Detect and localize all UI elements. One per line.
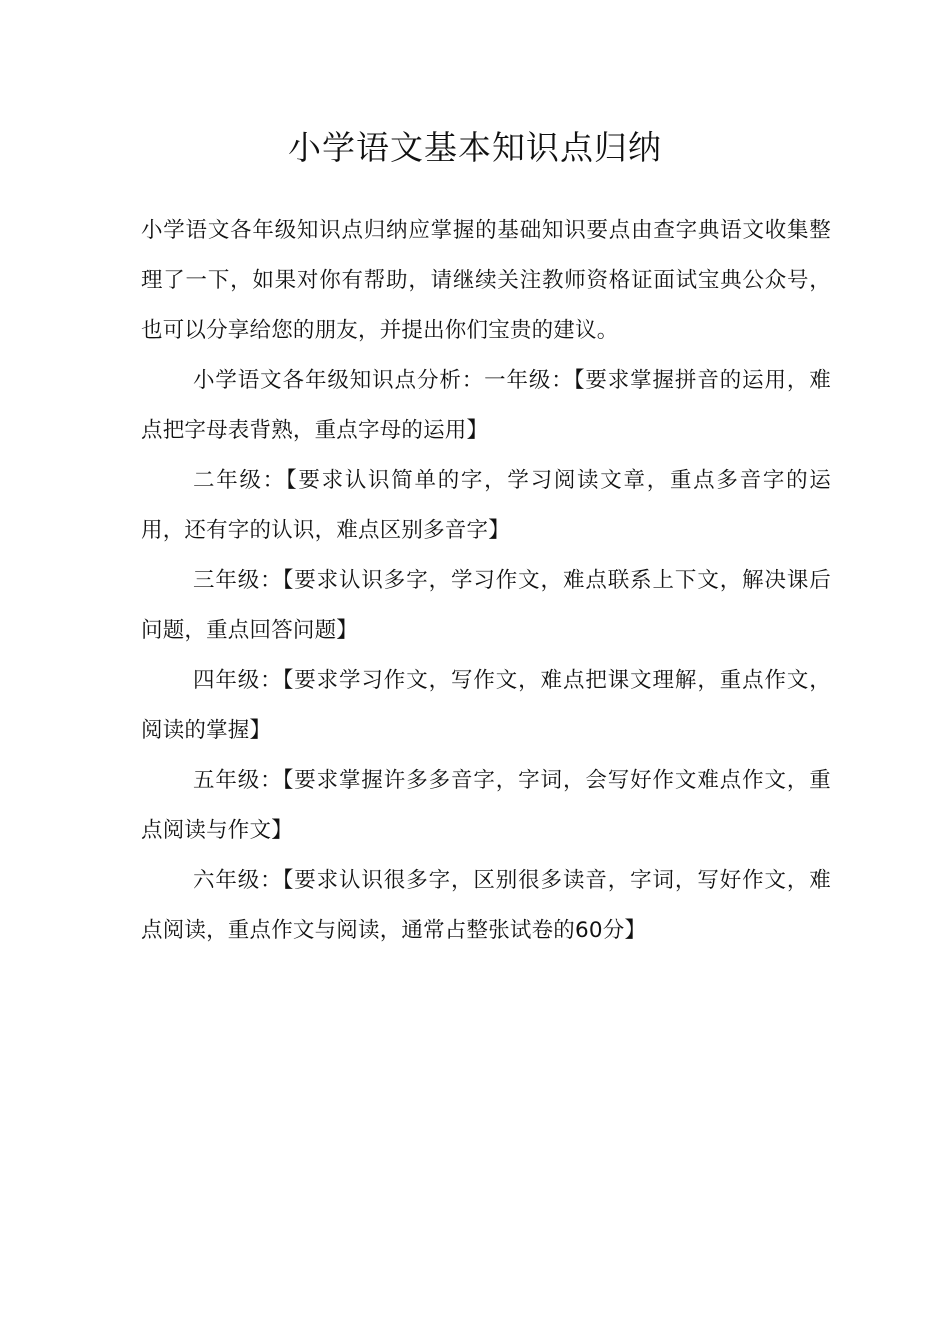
paragraph-grade-2: 二年级：【要求认识简单的字，学习阅读文章，重点多音字的运用，还有字的认识，难点区别多音字】 bbox=[141, 468, 831, 543]
paragraph-grade-6: 六年级：【要求认识很多字，区别很多读音，字词，写好作文，难点阅读，重点作文与阅读，通常占整张试卷的60分】 bbox=[141, 868, 831, 943]
intro-paragraph: 小学语文各年级知识点归纳应掌握的基础知识要点由查字典语文收集整理了一下，如果对你有帮助，请继续关注教师资格证面试宝典公众号，也可以分享给您的朋友，并提出你们宝贵的建议。 bbox=[141, 218, 831, 343]
paragraph-grade-1: 小学语文各年级知识点分析：一年级：【要求掌握拼音的运用，难点把字母表背熟，重点字母的运用】 bbox=[141, 368, 831, 443]
document-title: 小学语文基本知识点归纳 bbox=[288, 128, 662, 167]
paragraph-grade-3: 三年级：【要求认识多字，学习作文，难点联系上下文，解决课后问题，重点回答问题】 bbox=[141, 568, 831, 643]
document-body bbox=[141, 206, 831, 956]
paragraph-grade-5: 五年级：【要求掌握许多多音字，字词，会写好作文难点作文，重点阅读与作文】 bbox=[141, 768, 831, 843]
paragraph-grade-4: 四年级：【要求学习作文，写作文，难点把课文理解，重点作文，阅读的掌握】 bbox=[141, 668, 831, 743]
